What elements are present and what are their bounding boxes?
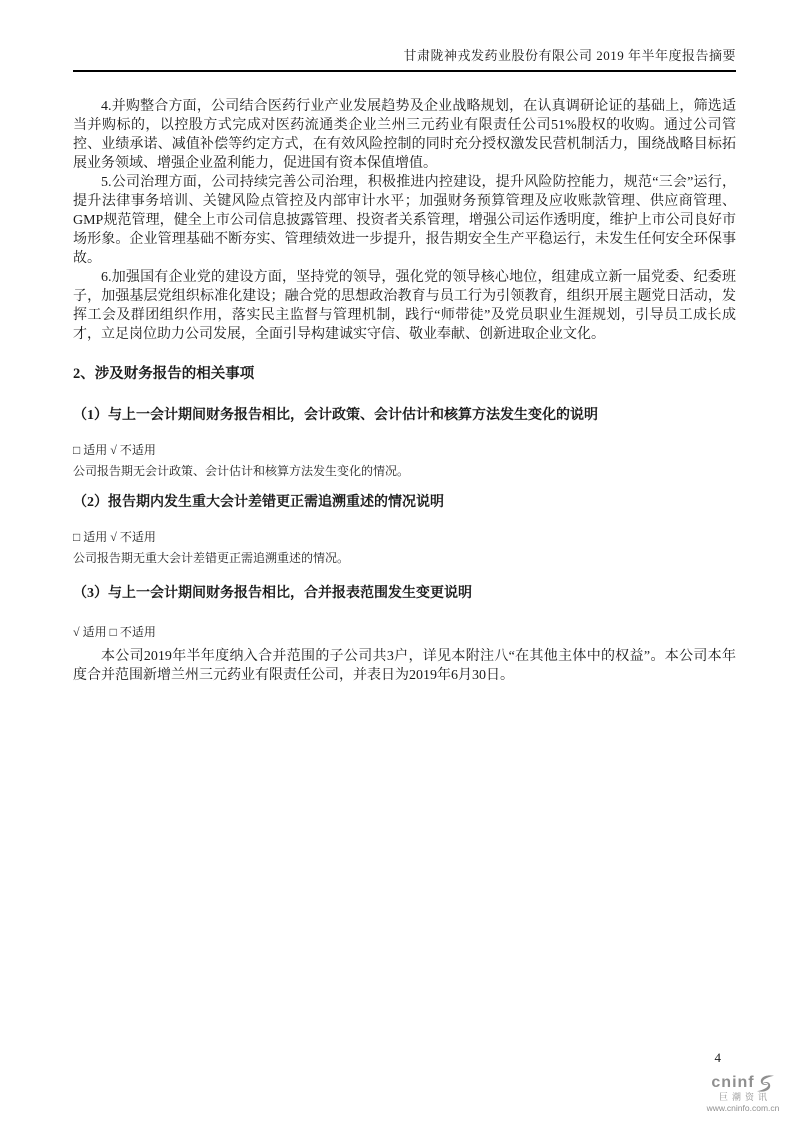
page-header — [73, 45, 736, 72]
page-number: 4 — [714, 1050, 721, 1065]
subsection-accounting-policy-change — [73, 406, 736, 479]
applicability-line-1: □ 适用 √ 不适用 — [73, 443, 156, 457]
paragraph-merger-integration: 4.并购整合方面，公司结合医药行业产业发展趋势及企业战略规划，在认真调研论证的基础上，筛选适当并购标的，以控股方式完成对医药流通类企业兰州三元药业有限责任公司51%股权的收购。通过公司管控、业绩承诺、减值补偿等约定方式，在有效风险控制的同时充分授权激发民营机制活力，围绕战略目标拓展业务领域、增强企业盈利能力，促进国有资本保值增值。 — [73, 99, 736, 171]
section-heading-financial-report-matters: 2、涉及财务报告的相关事项 — [73, 366, 255, 382]
subsection-2-heading: （2）报告期内发生重大会计差错更正需追溯重述的情况说明 — [73, 495, 444, 510]
subsection-3-note: 本公司2019年半年度纳入合并范围的子公司共3户，详见本附注八“在其他主体中的权益”。本公司本年度合并范围新增兰州三元药业有限责任公司，并表日为2019年6月30日。 — [73, 649, 736, 683]
cninfo-chinese-name: 巨潮资讯 — [718, 1092, 771, 1102]
subsection-3-heading: （3）与上一会计期间财务报告相比，合并报表范围发生变更说明 — [73, 586, 472, 601]
cninfo-swirl-icon — [756, 1075, 775, 1092]
subsection-2-note: 公司报告期无重大会计差错更正需追溯重述的情况。 — [73, 551, 350, 565]
subsection-consolidation-scope-change — [73, 584, 736, 685]
subsection-1-heading: （1）与上一会计期间财务报告相比，会计政策、会计估计和核算方法发生变化的说明 — [73, 408, 598, 423]
subsection-accounting-error-restatement — [73, 493, 736, 566]
subsection-1-note: 公司报告期无会计政策、会计估计和核算方法发生变化的情况。 — [73, 464, 410, 478]
paragraph-party-building: 6.加强国有企业党的建设方面，坚持党的领导，强化党的领导核心地位，组建成立新一届党委、纪委班子，加强基层党组织标准化建设；融合党的思想政治教育与员工行为引领教育，组织开展主题党日活动，发挥工会及群团组织作用，落实民主监督与管理机制，践行“师带徒”及党员职业生涯规划，引导员工成长成才，立足岗位助力公司发展，全面引导构建诚实守信、敬业奉献、创新进取企业文化。 — [73, 270, 736, 342]
cninfo-website: www.cninfo.com.cn — [706, 1103, 780, 1113]
cninfo-wordmark-row — [697, 1074, 789, 1092]
report-header-title: 甘肃陇神戎发药业股份有限公司 2019 年半年度报告摘要 — [403, 48, 736, 63]
paragraph-corporate-governance: 5.公司治理方面，公司持续完善公司治理，积极推进内控建设，提升风险防控能力，规范“三会”运行，提升法律事务培训、关键风险点管控及内部审计水平；加强财务预算管理及应收账款管理、供应商管理、GMP规范管理，健全上市公司信息披露管理、投资者关系管理，增强公司运作透明度，维护上市公司良好市场形象。企业管理基础不断夯实、管理绩效进一步提升，报告期安全生产平稳运行，未发生任何安全环保事故。 — [73, 175, 736, 266]
applicability-line-2: □ 适用 √ 不适用 — [73, 530, 156, 544]
cninfo-logo — [697, 1074, 789, 1114]
applicability-line-3: √ 适用 □ 不适用 — [73, 625, 156, 639]
report-body — [73, 97, 736, 685]
cninfo-wordmark: cninf — [711, 1074, 755, 1091]
